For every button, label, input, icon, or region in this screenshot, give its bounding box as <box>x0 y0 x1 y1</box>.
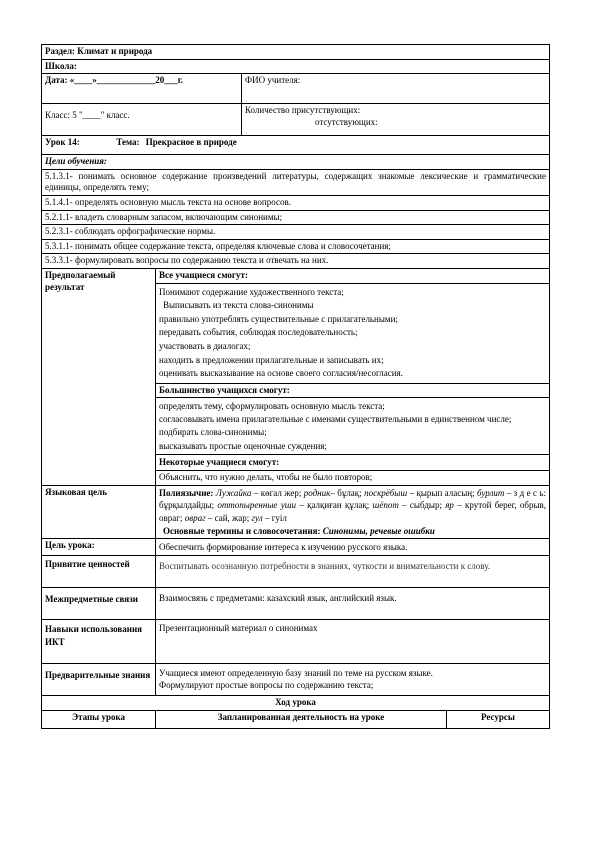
expected-label: Предполагаемый результат <box>42 268 156 485</box>
present-text: Количество присутствующих: <box>245 105 361 116</box>
vocab-term: родник <box>303 487 331 498</box>
ict-label: Навыки использования ИКТ <box>42 620 156 664</box>
vocab-translation: – қырып алаcың; <box>407 487 477 498</box>
all-list <box>156 284 549 384</box>
most-item: определять тему, сформулировать основную мысль текста; <box>159 401 385 412</box>
section-value: Климат и природа <box>77 46 153 56</box>
section-row <box>42 45 550 60</box>
vocab-text <box>159 488 546 523</box>
expected-content <box>156 268 550 485</box>
vocab-label: Полиязычие: <box>159 487 214 498</box>
lesson-plan <box>41 44 549 729</box>
terms-line <box>159 525 546 537</box>
progress-title: Ход урока <box>42 696 550 711</box>
vocab-translation: – қалқиған құлақ; <box>296 500 373 511</box>
language-label: Языковая цель <box>42 485 156 539</box>
all-header: Все учащиеся смогут: <box>156 269 549 284</box>
most-header: Большинство учащихся смогут: <box>156 384 549 399</box>
most-list <box>156 398 549 454</box>
most-item: согласовывать имена прилагательные с именами существительными в единственном числе; <box>159 413 512 424</box>
goal-item: 5.1.3.1- понимать основное содержание произведений литературы, содержащих знакомые лексические и грамматические единицы, определять тему; <box>42 169 550 195</box>
interdisciplinary-value: Взаимосвязь с предметами: казахский язык, английский язык. <box>156 588 550 620</box>
lesson-label: Урок 14: <box>45 137 80 148</box>
vocab-term: Лужайка <box>215 487 252 498</box>
lesson-row <box>42 136 550 155</box>
all-item: передавать события, соблюдая последовательность; <box>159 327 358 338</box>
vocab-translation: – бұлақ; <box>330 487 365 498</box>
values-label: Привитие ценностей <box>42 556 156 588</box>
terms-value: Синонимы, речевые ошибки <box>322 526 435 537</box>
some-item: Объяснить, что нужно делать, чтобы не было повторов; <box>159 472 373 483</box>
topic-value: Прекрасное в природе <box>145 137 237 148</box>
all-item: Понимают содержание художественного текста; <box>159 286 344 297</box>
vocab-term: поскрёбыш <box>364 487 408 498</box>
date-cell: Дата: «____»_____________20___г. <box>42 74 242 104</box>
vocab-translation: – гуіл <box>262 512 287 523</box>
topic-label: Тема: <box>116 137 140 148</box>
vocab-term: бурлит <box>477 487 505 498</box>
vocab-translation: – крутой берег, обрыв, овраг; <box>159 500 546 523</box>
goal-item: 5.2.3.1- соблюдать орфографические нормы. <box>42 225 550 240</box>
progress-col-activity: Запланированная деятельность на уроке <box>156 710 447 728</box>
goal-item: 5.3.3.1- формулировать вопросы по содержанию текста и отвечать на них. <box>42 254 550 269</box>
vocab-translation: – сай, жар; <box>205 512 252 523</box>
language-content <box>156 485 550 539</box>
goal-item: 5.2.1.1- владеть словарным запасом, включающим синонимы; <box>42 210 550 225</box>
class-text: Класс: 5 "____" класс. <box>45 110 130 121</box>
section-label: Раздел: <box>45 46 76 56</box>
school-row: Школа: <box>42 59 550 74</box>
most-item: подбирать слова-синонимы; <box>159 427 267 438</box>
prior-line: Формулируют простые вопросы по содержанию текста; <box>159 679 374 690</box>
all-item: оценивать высказывание на основе своего согласия/несогласия. <box>159 368 403 379</box>
goal-item: 5.3.1.1- понимать общее содержание текста, определяя ключевые слова и словосочетания; <box>42 239 550 254</box>
ict-value: Презентационный материал о синонимах <box>156 620 550 664</box>
goals-header: Цели обучения: <box>42 155 550 170</box>
progress-col-stages: Этапы урока <box>42 710 156 728</box>
lesson-plan-table <box>41 44 550 729</box>
vocab-term: шёпот <box>372 500 399 511</box>
progress-col-resources: Ресурсы <box>447 710 550 728</box>
class-cell <box>42 104 242 136</box>
some-header: Некоторые учащиеся смогут: <box>156 455 549 472</box>
all-item: правильно употреблять существительные с прилагательными; <box>159 313 398 324</box>
teacher-cell: ФИО учителя: <box>242 74 550 104</box>
absent-text: отсутствующих: <box>315 116 378 127</box>
terms-label: Основные термины и словосочетания: <box>163 526 321 537</box>
vocab-term: яр <box>445 500 454 511</box>
most-item: высказывать простые оценочные суждения; <box>159 441 327 452</box>
all-item: Выписывать из текста слова-синонимы <box>163 300 314 311</box>
prior-line: Учащиеся имеют определенную базу знаний по теме на русском языке. <box>159 668 433 679</box>
vocab-term: гул <box>251 512 263 523</box>
vocab-translation: – сыбдыр; <box>398 500 446 511</box>
all-item: участвовать в диалогах; <box>159 340 251 351</box>
vocab-translation: – көгал жер; <box>251 487 304 498</box>
prior-value <box>156 664 550 696</box>
all-item: находить в предложении прилагательные и записывать их; <box>159 354 384 365</box>
lesson-goal-label: Цель урока: <box>42 539 156 556</box>
goal-item: 5.1.4.1- определять основную мысль текста на основе вопросов. <box>42 195 550 210</box>
vocab-term: оттопыренные уши <box>217 500 297 511</box>
interdisciplinary-label: Межпредметные связи <box>42 588 156 620</box>
vocab-translation: – з д е с ь: бұрқылдайды; <box>159 487 546 511</box>
attendance-cell <box>242 104 550 136</box>
vocab-term: овраг <box>184 512 206 523</box>
prior-label: Предварительные знания <box>42 664 156 696</box>
lesson-goal-value: Обеспечить формирование интереса к изучению русского языка. <box>156 539 550 556</box>
values-value: Воспитывать осознанную потребности в знаниях, чуткости и внимательности к слову. <box>156 556 550 588</box>
